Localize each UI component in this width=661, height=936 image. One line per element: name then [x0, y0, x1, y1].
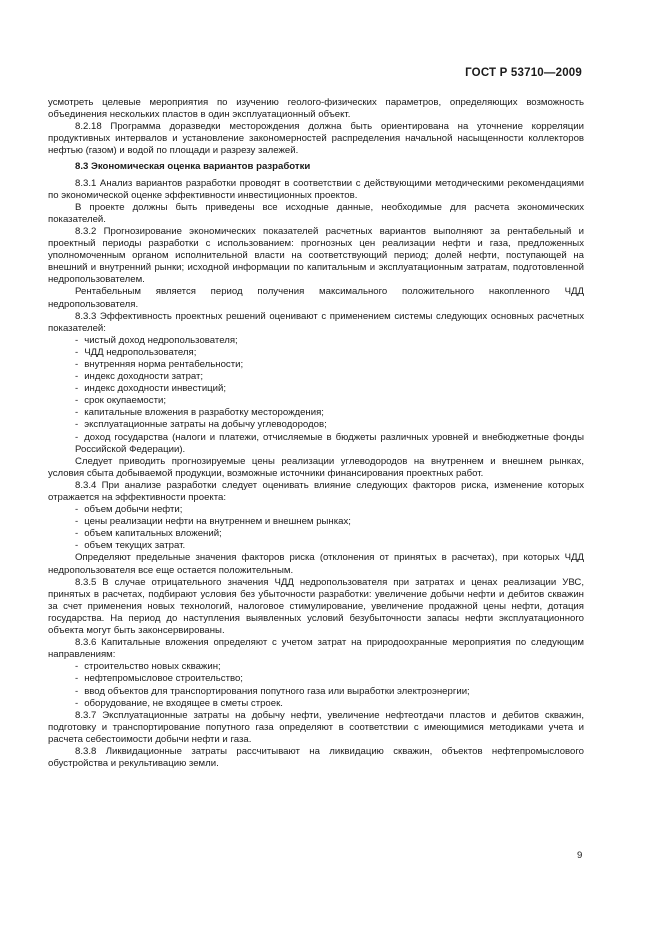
page-number: 9	[577, 850, 583, 861]
paragraph: Следует приводить прогнозируемые цены реализации углеводородов на внутреннем и внешнем рынках, условия сбыта добываемой продукции, возможные источники финансирования проектных работ.	[48, 455, 584, 479]
paragraph: усмотреть целевые мероприятия по изучению геолого-физических параметров, определяющих возможность объединения нескольких пластов в один эксплуатационный объект.	[48, 97, 584, 121]
page-header: ГОСТ Р 53710—2009	[465, 67, 582, 79]
section-heading: 8.3 Экономическая оценка вариантов разработки	[75, 161, 311, 173]
list-item: - эксплуатационные затраты на добычу углеводородов;	[48, 419, 584, 431]
paragraph: Рентабельным является период получения максимального положительного накопленного ЧДД недропользователя.	[48, 286, 584, 310]
list-item: - индекс доходности инвестиций;	[48, 383, 584, 395]
paragraph: 8.3.2 Прогнозирование экономических показателей расчетных вариантов выполняют за рентабельный и проектный периоды разработки с использованием: прогнозных цен реализации нефти и газа, предложенных уполномоченным органом исполнительной власти на соответствующий период; долей нефти, поступающей на внешний и внутренний рынки; исходной информации по капитальным и эксплуатационным затратам, подготовленной недропользователем.	[48, 225, 584, 286]
list-item: - срок окупаемости;	[48, 395, 584, 407]
paragraph: Определяют предельные значения факторов риска (отклонения от принятых в расчетах), при которых ЧДД недропользователя все еще остается положительным.	[48, 552, 584, 576]
paragraph: 8.3.7 Эксплуатационные затраты на добычу нефти, увеличение нефтеотдачи пластов и дебитов скважин, подготовку и транспортирование попутного газа определяют в соответствии с имеющимися методиками учета и расчета себестоимости добычи нефти и газа.	[48, 709, 584, 745]
list-item: - ЧДД недропользователя;	[48, 347, 584, 359]
list-item: - внутренняя норма рентабельности;	[48, 359, 584, 371]
list-item: - объем добычи нефти;	[48, 504, 584, 516]
paragraph: 8.3.5 В случае отрицательного значения ЧДД недропользователя при затратах и ценах реализации УВС, принятых в расчетах, подбирают условия без убыточности разработки: увеличение добычи нефти и дебитов скважин за счет применения новых технологий, налоговое стимулирование, увеличение продажной цены нефти, дотация государства. На период до наступления выявленных условий безубыточности запасы нефти эксплуатационного объекта могут быть законсервированы.	[48, 576, 584, 637]
list-item: - объем текущих затрат.	[48, 540, 584, 552]
list-item: - капитальные вложения в разработку месторождения;	[48, 407, 584, 419]
list-item: - ввод объектов для транспортирования попутного газа или выработки электроэнергии;	[48, 686, 584, 698]
paragraph: 8.3.8 Ликвидационные затраты рассчитывают на ликвидацию скважин, объектов нефтепромыслового обустройства и рекультивацию земли.	[48, 745, 584, 770]
list-item: - чистый доход недропользователя;	[48, 335, 584, 347]
paragraph: 8.3.3 Эффективность проектных решений оценивают с применением системы следующих основных расчетных показателей:	[48, 310, 584, 334]
paragraph: 8.3.1 Анализ вариантов разработки проводят в соответствии с действующими методическими рекомендациями по экономической оценке эффективности инвестиционных проектов.	[48, 177, 584, 201]
list-item: - объем капитальных вложений;	[48, 528, 584, 540]
list-item: - индекс доходности затрат;	[48, 371, 584, 383]
paragraph: 8.3.4 При анализе разработки следует оценивать влияние следующих факторов риска, изменение которых отражается на эффективности проекта:	[48, 479, 584, 503]
paragraph: 8.2.18 Программа доразведки месторождения должна быть ориентирована на уточнение корреляции продуктивных интервалов и установление закономерностей распределения начальной насыщенности коллекторов нефтью (газом) и водой по площади и разрезу залежей.	[48, 121, 584, 157]
list-item: - нефтепромысловое строительство;	[48, 673, 584, 685]
list-item: - оборудование, не входящее в сметы строек.	[48, 698, 584, 710]
paragraph: В проекте должны быть приведены все исходные данные, необходимые для расчета экономических показателей.	[48, 201, 584, 225]
document-body	[48, 97, 584, 770]
paragraph: 8.3.6 Капитальные вложения определяют с учетом затрат на природоохранные мероприятия по следующим направлениям:	[48, 637, 584, 661]
list-item: - строительство новых скважин;	[48, 661, 584, 673]
list-item: - доход государства (налоги и платежи, отчисляемые в бюджеты различных уровней и внебюджетные фонды Российской Федерации).	[48, 432, 584, 456]
list-item: - цены реализации нефти на внутреннем и внешнем рынках;	[48, 516, 584, 528]
